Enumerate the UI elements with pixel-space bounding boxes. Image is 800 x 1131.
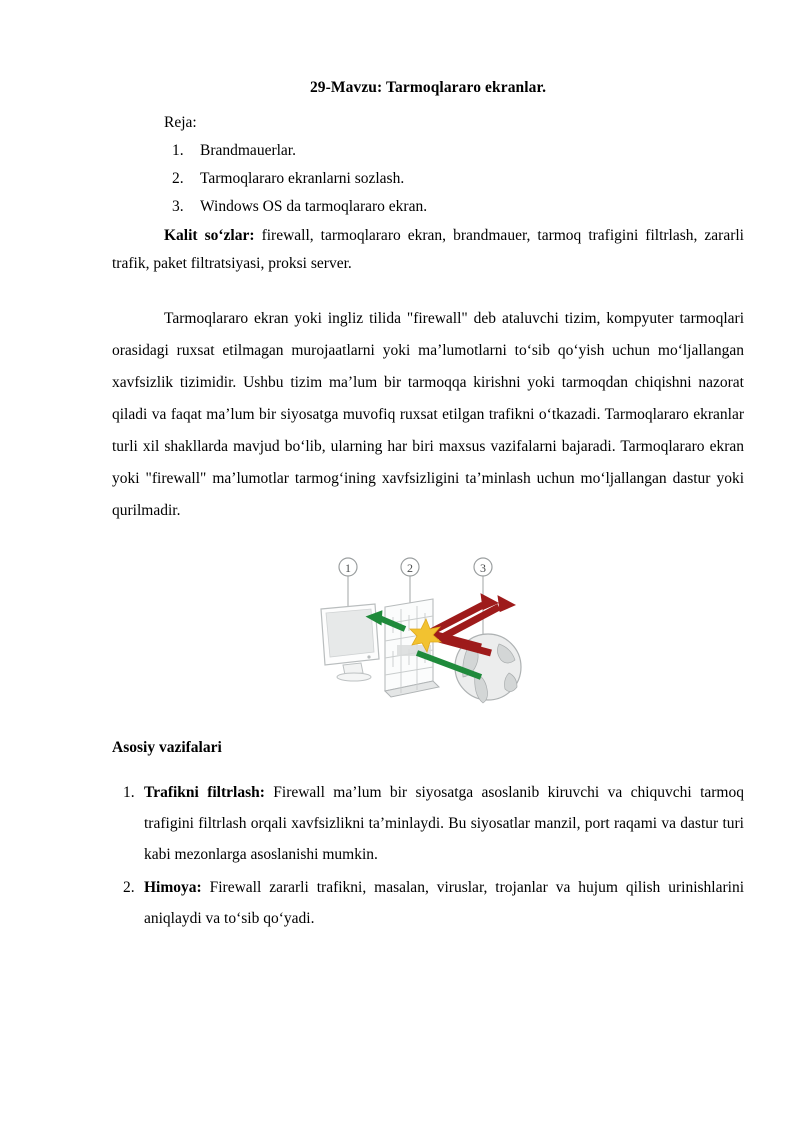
plan-item	[112, 137, 744, 165]
callout-label-3: 3	[480, 560, 486, 575]
task-item-label: Himoya:	[144, 878, 202, 896]
keywords-paragraph	[112, 222, 744, 277]
plan-item-label: Tarmoqlararo ekranlarni sozlash.	[200, 169, 405, 187]
task-item-label: Trafikni filtrlash:	[144, 783, 265, 801]
page-title: 29-Mavzu: Tarmoqlararo ekranlar.	[309, 79, 547, 96]
plan-item	[112, 193, 744, 221]
callout-badge-3	[474, 558, 492, 576]
task-item-text: Firewall zararli trafikni, masalan, viruslar, trojanlar va hujum qilish urinishlarini aniqlaydi va to‘sib qo‘yadi.	[144, 878, 744, 927]
plan-item-number: 2.	[172, 169, 184, 187]
plan-item-label: Brandmauerlar.	[200, 142, 296, 160]
callout-label-2: 2	[407, 560, 413, 575]
tasks-list	[112, 777, 744, 934]
keywords-text: firewall, tarmoqlararo ekran, brandmauer, tarmoq trafigini filtrlash, zararli trafik, paket filtratsiyasi, proksi server.	[112, 227, 744, 272]
task-item-number: 2.	[123, 878, 135, 896]
body-paragraph: Tarmoqlararo ekran yoki ingliz tilida "firewall" deb ataluvchi tizim, kompyuter tarmoqlari orasidagi ruxsat etilmagan murojaatlarni yoki ma’lumotlarni to‘sib qo‘yish uchun mo‘ljallangan xavfsizlik tizimidir. Ushbu tizim ma’lum bir tarmoqqa kirishni yoki tarmoqdan chiqishni nazorat qiladi va faqat ma’lum bir siyosatga muvofiq ruxsat etilgan trafikni o‘tkazadi. Tarmoqlararo ekranlar turli xil shakllarda mavjud bo‘lib, ularning har biri maxsus vazifalarni bajaradi. Tarmoqlararo ekran yoki "firewall" ma’lumotlar tarmog‘ining xavfsizligini ta’minlash uchun mo‘ljallangan dastur yoki qurilmadir.	[112, 310, 744, 519]
plan-item-number: 3.	[172, 197, 184, 215]
plan-item-label: Windows OS da tarmoqlararo ekran.	[200, 197, 428, 215]
firewall-diagram	[313, 549, 543, 711]
section-heading: Asosiy vazifalari	[112, 738, 222, 756]
task-item-number: 1.	[123, 783, 135, 801]
callout-label-1: 1	[345, 560, 351, 575]
firewall-diagram-figure	[112, 549, 744, 716]
task-item-text: Firewall ma’lum bir siyosatga asoslanib kiruvchi va chiquvchi tarmoq trafigini filtrlash orqali xavfsizlikni ta’minlaydi. Bu siyosatlar manzil, port raqami va dastur turi kabi mezonlarga asoslanishi mumkin.	[144, 783, 744, 863]
task-item	[112, 777, 744, 870]
plan-list	[112, 137, 744, 220]
plan-item	[112, 165, 744, 193]
document-content	[112, 78, 744, 936]
brick-firewall-wall-icon	[385, 599, 439, 697]
task-item	[112, 872, 744, 934]
callout-badge-1	[339, 558, 357, 576]
plan-label: Reja:	[164, 114, 197, 132]
plan-item-number: 1.	[172, 142, 184, 160]
callout-badge-2	[401, 558, 419, 576]
keywords-label: Kalit so‘zlar:	[164, 227, 255, 245]
